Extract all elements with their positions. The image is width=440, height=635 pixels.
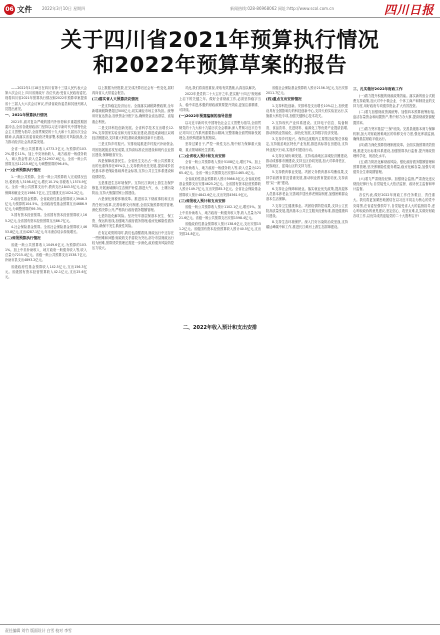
body-paragraph: 坚持过紧日子,严控一般性支出,集中财力保障重大战略、重点领域和民生需要。 <box>179 142 261 152</box>
section-heading: (一)2022年预算编制的指导思想 <box>179 114 232 119</box>
text-column-1 <box>5 86 87 622</box>
body-paragraph: 3.支持乡村振兴。保持过渡期内主要帮扶政策总体稳定,支持脱贫地区特色产业发展,推进高标准农田建设,支持种业振兴行动,实施乡村建设行动。 <box>266 137 348 152</box>
body-paragraph: 8.支持生态环境保护。深入打好污染防治攻坚战,支持碳达峰碳中和工作,推进长江黄河上游生态屏障建设。 <box>266 220 348 230</box>
body-paragraph: 三是支持乡村振兴。安排衔接推进乡村振兴补助资金,巩固拓展脱贫攻坚成果,支持高标准农田建设和现代农业园区建设,保障粮食安全。 <box>92 142 174 157</box>
section-heading: (二)省级预算执行情况 <box>5 236 41 241</box>
body-paragraph: 七是防范化解风险。坚决兜牢基层保基本民生、保工资、保运转底线,加强地方政府债务管理,稳妥化解隐性债务风险,确保不发生系统性风险。 <box>92 214 174 229</box>
section-heading: 三、扎实做好2022年财政工作 <box>353 87 403 91</box>
section-heading: (一)全省预算执行情况 <box>5 168 41 173</box>
body-paragraph: 省级一般公共预算收入预计1102.1亿元,增长5%。加上中央补助收入、地方政府一般债务收入等,收入总量为7021.6亿元。省级一般公共预算支出安排1598.4亿元。 <box>179 205 261 220</box>
body-paragraph: 对此,我们将高度重视,采取有效措施,认真加以解决。 <box>185 86 259 90</box>
body-paragraph: (一)着力提升积极的财政政策效能。落实新的组合式税费支持政策,加大对中小微企业、个体工商户和制造业的支持力度,用好政府专项债券资金,扩大有效投资。 <box>353 93 435 108</box>
body-paragraph: 在肯定成绩的同时,我们也清醒看到,财政运行中还存在一些困难和问题:财政收支矛盾较为突出,部分市县财政运行较为困难,预算绩效管理还需进一步深化,政府债务风险防控压力较大。 <box>92 230 174 251</box>
section-heading: 一、2021年预算执行情况 <box>5 113 48 118</box>
body-paragraph: 全省一般公共预算收入4773.3亿元,为预算的103.2%,增长11%。加上中央补助收入、地方政府一般债务收入、调入资金等,收入总量为12937.6亿元。全省一般公共预算支出11215.6亿元,为调整预算的96.4%。 <box>5 146 87 167</box>
issue-date: 2022年3月10日 星期四 <box>42 6 86 11</box>
body-paragraph: ——2022年1月18日在四川省第十三届人民代表大会第六次会议上 四川省财政厅 各位代表:受省人民政府委托,现将四川省2021年预算执行情况和2022年预算草案提请省十三届人大六次会议审议,并请省政协委员和其他列席人员提出意见。 <box>5 86 87 111</box>
body-paragraph: (五)着力防范化解财政风险。强化政府债务限额管理和预算管理,坚决遏制隐性债务增量,稳妥化解存量,加强专项债券全生命周期管理。 <box>353 160 435 175</box>
news-hotline: 新闻热线:028-86968062 网址:http://www.scol.com.cn <box>230 6 335 11</box>
body-paragraph: 6.支持社会保障和就业。落实就业优先政策,提高退休人员基本养老金,完善城乡居民养老保险制度,加强困难群众基本生活保障。 <box>266 187 348 202</box>
page-number-badge: 06 <box>5 6 14 13</box>
body-paragraph: 7.支持卫生健康事业。巩固疫情防控成果,支持公立医院高质量发展,提高基本公共卫生服务经费标准,推进健康四川建设。 <box>266 203 348 219</box>
body-paragraph: 省级社会保险基金预算收入预计2156.3亿元,支出安排2011.7亿元。 <box>266 86 348 96</box>
body-paragraph: 省级政府性基金预算收入142.5亿元,支出156.3亿元。省级国有资本经营预算收入42.1亿元,支出25.6亿元。 <box>5 264 87 280</box>
body-paragraph: 以习近平新时代中国特色社会主义思想为指导,全面贯彻党的十九大和十九届历次全会精神,深入贯彻习近平总书记对四川工作系列重要指示精神,完整准确全面贯彻新发展理念,加快构建新发展格局。 <box>179 120 261 141</box>
body-paragraph: 5.支持教育事业发展。巩固义务教育基本均衡成果,支持学前教育普及普惠发展,推动职业教育提质培优,支持高校"双一流"建设。 <box>266 170 348 185</box>
text-column-5 <box>353 86 435 622</box>
body-paragraph: (四)着力深化预算管理制度改革。全面实施预算绩效管理,推进支出标准体系建设,加强预算执行监督,提升财政管理科学化、规范化水平。 <box>353 143 435 158</box>
headline-line-2: 和2022年预算草案的报告 <box>93 53 347 77</box>
body-paragraph: 4.社会保险基金预算。全省社会保险基金预算收入4653.8亿元,支出4287.1亿元,年末滚存结余持续增长。 <box>5 224 87 235</box>
text-column-3 <box>179 86 261 622</box>
body-paragraph: 六是深化财税体制改革。推进省以下财政事权和支出责任划分改革,完善转移支付制度,全面实施预算绩效管理,深化预决算公开,严格执行政府债务限额管理。 <box>92 197 174 212</box>
body-paragraph: 全省一般公共预算收入预计5108亿元,增长7%。加上中央补助收入、地方政府一般债务收入等,收入总量为12165.4亿元。全省一般公共预算支出安排11465.4亿元。 <box>179 160 261 175</box>
newspaper-masthead-logo: 四川日报 <box>383 3 434 17</box>
body-paragraph: 四是保障改善民生。全省民生支出占一般公共预算支出的比重保持在65%以上,支持教育优先发展,提高城乡居民基本养老保险基础养老金标准,支持公共卫生体系建设和疫情防控。 <box>92 159 174 179</box>
body-paragraph: 一是支持稳定经济运行。全面落实减税降费政策,全年新增减税降费超过500亿元,切实减轻市场主体负担。统筹用好直达资金,加快资金分配下达,确保资金直达基层、直接惠企利民。 <box>92 104 174 124</box>
body-paragraph: 各位代表,做好2022年财政工作任务艰巨、责任重大。我们将更加紧密地团结在以习近平同志为核心的党中央周围,在省委坚强领导下,自觉接受省人大的监督指导,虚心听取政协的意见建议,坚定信心、攻坚克难,扎实做好财政各项工作,以优异成绩迎接党的二十大胜利召开! <box>353 193 435 219</box>
body-paragraph: (二)着力加强财政资源统筹。加强四本预算统筹衔接,盘活存量资金和闲置资产,集中财力办大事,提高财政资源配置效率。 <box>353 110 435 125</box>
body-paragraph: 全省政府性基金预算收入预计3986.5亿元,全省政府性基金预算支出安排4625.2亿元。全省国有资本经营预算收入预计149.7亿元,支出安排85.3亿元。全省社会保险基金预算收入预计4842.6亿元,支出安排4561.9亿元。 <box>179 177 261 197</box>
page-header <box>0 0 440 18</box>
page-footer <box>0 624 440 635</box>
article-body <box>5 86 435 622</box>
body-paragraph: (六)着力严肃财经纪律。加强财会监督,严肃查处违反财经纪律行为,自觉接受人大依法监督、政协民主监督和审计监督。 <box>353 176 435 192</box>
body-paragraph: 1.支持科技创新。安排科技支出增长10%以上,加快建设具有全国影响力的科技创新中心,支持天府实验室运行,实施重大科技专项,加强关键核心技术攻关。 <box>266 104 348 119</box>
editor-credits: 责任编辑 刘竹 版面设计 白雪 校对 李雪 <box>5 628 72 633</box>
body-paragraph: 二是支持科技创新发展。全省科学技术支出增长12.3%,支持国家实验室和天府实验室建设,推进成渝地区双城经济圈建设,支持重大科技基础设施和创新平台建设。 <box>92 125 174 141</box>
section-heading: (二)全省收入预计和支出安排 <box>179 153 226 158</box>
body-paragraph: 省级一般公共预算收入1049.6亿元,为预算的103.1%。加上中央补助收入、地方政府一般债务收入等,收入总量为7215.4亿元。省级一般公共预算支出1538.7亿元,补助市县支出4893.2亿元。 <box>5 242 87 263</box>
headline-line-1: 关于四川省2021年预算执行情况 <box>60 28 380 52</box>
section-heading: (三)省级收入预计和支出安排 <box>179 198 226 203</box>
body-paragraph: 2021年,面对复杂严峻的国内外形势和多重超预期因素冲击,全省各级财政部门坚持以习近平新时代中国特色社会主义思想为指导,全面贯彻党的十九大和十九届历次全会精神,认真落实省委省政府决策部署,积极应对风险挑战,全力推动经济社会高质量发展。 <box>5 119 87 145</box>
section-heading: (三)落实省人大预算决议情况 <box>92 97 139 102</box>
text-column-4 <box>266 86 348 622</box>
section-box-title: 二、2022年收入预计和支出安排 <box>179 324 261 331</box>
body-paragraph: 3.国有资本经营预算。全省国有资本经营预算收入165.2亿元,全省国有资本经营预算支出86.7亿元。 <box>5 213 87 223</box>
body-paragraph: 省级政府性基金预算收入预计138.6亿元,支出安排151.2亿元。省级国有资本经营预算收入预计40.5亿元,支出安排24.8亿元。 <box>179 222 261 237</box>
section-name: 文件 <box>17 5 32 14</box>
body-paragraph: (三)着力兜牢基层"三保"底线。完善县级基本财力保障机制,加大对财政困难地区的转移支付力度,强化库款监测,确保基层财政平稳运行。 <box>353 126 435 142</box>
body-paragraph: 1.一般公共预算。全省一般公共预算收入完成情况良好,税收收入3198.4亿元,增长10.1%;非税收入1574.9亿元。全省一般公共预算支出中,教育支出1843.5亿元,社会保障和就业支出1986.7亿元,卫生健康支出1024.2亿元。 <box>5 175 87 195</box>
body-paragraph: 2.政府性基金预算。全省政府性基金预算收入3946.3亿元,为预算的104.5%。全省政府性基金预算支出4686.9亿元,为调整预算的95.3%。 <box>5 196 87 212</box>
text-column-2 <box>92 86 174 622</box>
section-heading: (四)重点支出安排情况 <box>266 97 302 102</box>
body-paragraph: 2022年是党的二十大召开之年,是实施"十四五"规划承上启下的关键之年。做好全省财政工作,必须坚持稳字当头、稳中求进,积极的财政政策要提升效能,更加注重精准、可持续。 <box>179 92 261 112</box>
article-headline <box>0 28 440 78</box>
body-paragraph: 4.支持区域协调发展。支持成渝地区双城经济圈建设,推动成都都市圈建设,支持五区协同发展,加大对革命老区、民族地区、盆周山区的支持力度。 <box>266 153 348 169</box>
body-paragraph: 五是推进生态环境保护。支持长江黄河上游生态保护修复,开展流域横向生态保护补偿,推进大气、水、土壤污染防治,支持大熊猫国家公园建设。 <box>92 180 174 196</box>
body-paragraph: 2.支持现代产业体系建设。支持电子信息、装备制造、食品饮料、先进材料、能源化工等优势产业提质倍增,推动制造业智能化、绿色化发展,支持数字经济发展。 <box>266 120 348 136</box>
body-paragraph: 以上数据为快报数,在完成决算后还会有一些变化,届时再向省人大常委会报告。 <box>92 86 174 96</box>
